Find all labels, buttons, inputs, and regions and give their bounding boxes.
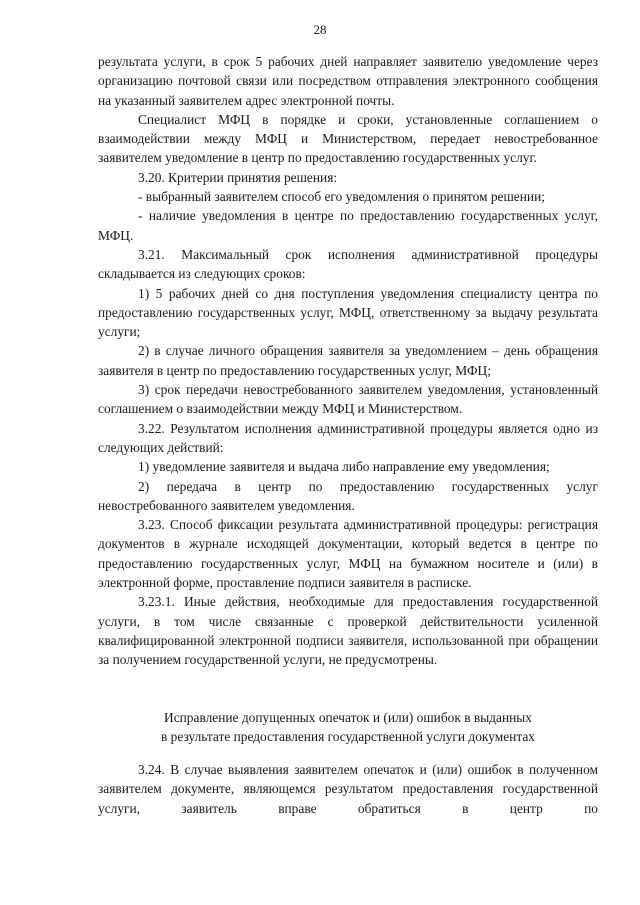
list-item-term-3: 3) срок передачи невостребованного заявителем уведомления, установленный соглашением о взаимодействии между МФЦ и Министерством. xyxy=(98,382,598,417)
section-heading xyxy=(98,708,598,747)
list-item-criterion-2: - наличие уведомления в центре по предоставлению государственных услуг, МФЦ. xyxy=(98,208,598,243)
paragraph-3-24: 3.24. В случае выявления заявителем опечаток и (или) ошибок в полученном заявителем документе, являющемся результатом предоставления государственной услуги, заявитель вправе обратиться в центр по xyxy=(98,762,598,816)
paragraph-3-21: 3.21. Максимальный срок исполнения административной процедуры складывается из следующих сроков: xyxy=(98,246,598,282)
paragraph-3-23-1: 3.23.1. Иные действия, необходимые для предоставления государственной услуги, в том числе связанные с проверкой действительности усиленной квалифицированной электронной подписи заявителя, использованной при обращении за получением государственной услуги, не предусмотрены. xyxy=(98,594,598,668)
list-item-term-2: 2) в случае личного обращения заявителя за уведомлением – день обращения заявителя в центр по предоставлению государственных услуг, МФЦ; xyxy=(98,343,598,378)
list-item-result-1: 1) уведомление заявителя и выдача либо направление ему уведомления; xyxy=(138,459,550,475)
section-heading-line-2: в результате предоставления государственной услуги документах xyxy=(161,729,535,745)
paragraph-mfc-specialist: Специалист МФЦ в порядке и сроки, установленные соглашением о взаимодействии между МФЦ и Министерством, передает невостребованное заявителем уведомление в центр по предоставлению государственных услуг. xyxy=(98,111,598,166)
list-item-result-2: 2) передача в центр по предоставлению государственных услуг невостребованного заявителем уведомления. xyxy=(98,478,598,513)
paragraph-3-22: 3.22. Результатом исполнения административной процедуры является одно из следующих действий: xyxy=(98,420,598,455)
paragraph-3-23: 3.23. Способ фиксации результата административной процедуры: регистрация документов в журнале исходящей документации, который ведется в центре по предоставлению государственных услуг, МФЦ на бумажном носителе и (или) в электронной форме, проставление подписи заявителя в расписке. xyxy=(98,517,598,591)
paragraph-3-20: 3.20. Критерии принятия решения: xyxy=(138,169,338,185)
paragraph-continuation: результата услуги, в срок 5 рабочих дней направляет заявителю уведомление через организацию почтовой связи или посредством отправления электронного сообщения на указанный заявителем адрес электронной почты. xyxy=(98,54,598,108)
document-tail xyxy=(98,760,598,818)
list-item-term-1: 1) 5 рабочих дней со дня поступления уведомления специалисту центра по предоставлению государственных услуг, МФЦ, ответственному за выдачу результата услуги; xyxy=(98,285,598,340)
page-number: 28 xyxy=(313,22,327,37)
section-heading-line-1: Исправление допущенных опечаток и (или) ошибок в выданных xyxy=(164,710,532,725)
list-item-criterion-1: - выбранный заявителем способ его уведомления о принятом решении; xyxy=(138,189,545,205)
document-body xyxy=(98,52,598,670)
